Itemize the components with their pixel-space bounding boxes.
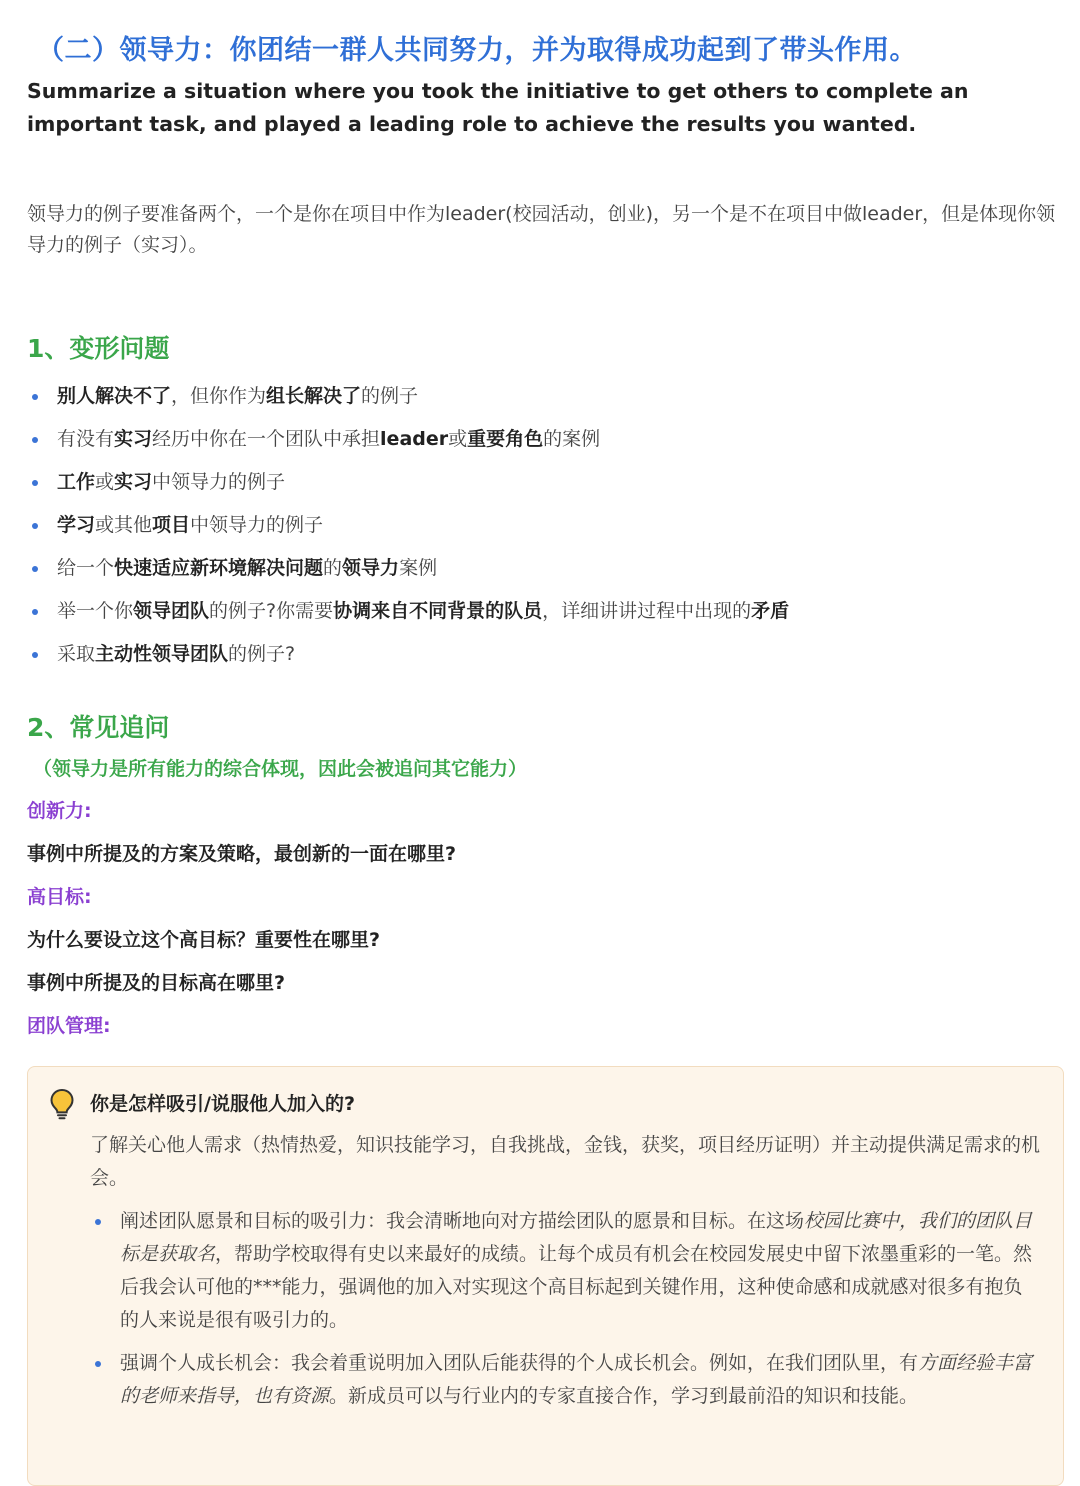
- tip-callout: [27, 1066, 1064, 1486]
- label-team-management: 团队管理:: [27, 1015, 111, 1037]
- followup-note: （领导力是所有能力的综合体现，因此会被追问其它能力）: [33, 758, 528, 780]
- intro-paragraph: 领导力的例子要准备两个，一个是你在项目中作为leader(校园活动，创业)，另一个是不在项目中做leader，但是体现你领导力的例子（实习）。: [27, 203, 1056, 256]
- label-high-goal: 高目标:: [27, 886, 92, 908]
- list-item: 给一个快速适应新环境解决问题的领导力案例: [27, 547, 1062, 590]
- question-innovation: 事例中所提及的方案及策略，最创新的一面在哪里?: [27, 843, 457, 865]
- list-item: 学习或其他项目中领导力的例子: [27, 504, 1062, 547]
- callout-title: 你是怎样吸引/说服他人加入的?: [90, 1093, 355, 1115]
- list-item: 别人解决不了，但你作为组长解决了的例子: [27, 375, 1062, 418]
- english-subtitle: Summarize a situation where you took the initiative to get others to complete an important task, and played a leading role to achieve the results you wanted.: [27, 79, 969, 136]
- label-innovation: 创新力:: [27, 800, 92, 822]
- list-item: 阐述团队愿景和目标的吸引力：我会清晰地向对方描绘团队的愿景和目标。在这场校园比赛中，我们的团队目标是获取名，帮助学校取得有史以来最好的成绩。让每个成员有机会在校园发展史中留下浓墨重彩的一笔。然后我会认可他的***能力，强调他的加入对实现这个高目标起到关键作用，这种使命感和成就感对很多有抱负的人来说是很有吸引力的。: [90, 1205, 1041, 1337]
- page-title: （二）领导力：你团结一群人共同努力，并为取得成功起到了带头作用。: [37, 35, 917, 66]
- list-item: 有没有实习经历中你在一个团队中承担leader或重要角色的案例: [27, 418, 1062, 461]
- variant-question-list: [27, 375, 1062, 676]
- section-heading-variants: 1、变形问题: [27, 334, 170, 363]
- list-item: 强调个人成长机会：我会着重说明加入团队后能获得的个人成长机会。例如，在我们团队里，有方面经验丰富的老师来指导，也有资源。新成员可以与行业内的专家直接合作，学习到最前沿的知识和技能。: [90, 1347, 1041, 1413]
- lightbulb-icon: [48, 1088, 76, 1120]
- list-item: 举一个你领导团队的例子?你需要协调来自不同背景的队员，详细讲讲过程中出现的矛盾: [27, 590, 1062, 633]
- question-goal-why: 为什么要设立这个高目标？重要性在哪里?: [27, 929, 381, 951]
- list-item: 采取主动性领导团队的例子?: [27, 633, 1062, 676]
- callout-body: 了解关心他人需求（热情热爱，知识技能学习，自我挑战，金钱，获奖，项目经历证明）并主动提供满足需求的机会。: [90, 1134, 1041, 1189]
- list-item: 工作或实习中领导力的例子: [27, 461, 1062, 504]
- callout-list: [90, 1205, 1041, 1413]
- question-goal-where: 事例中所提及的目标高在哪里?: [27, 972, 286, 994]
- section-heading-followups: 2、常见追问: [27, 713, 170, 742]
